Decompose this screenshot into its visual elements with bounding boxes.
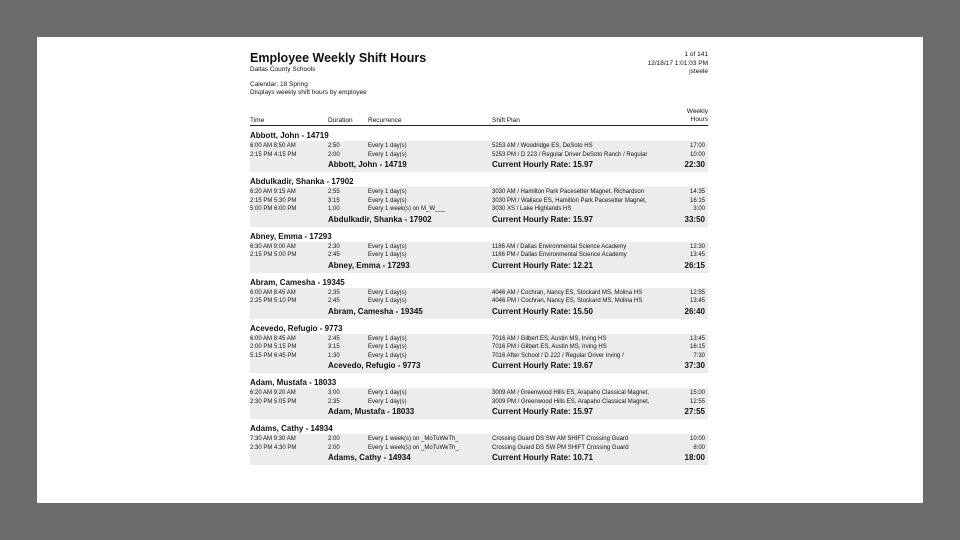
shift-recurrence: Every 1 week(s) on M_W___ (368, 206, 446, 212)
employee-total-row (250, 260, 708, 272)
shift-row (250, 435, 708, 444)
report-timestamp: 12/18/17 1:01:03 PM (647, 59, 708, 67)
shift-plan: 7016 AM / Gilbert ES, Austin MS, Irving HS (492, 335, 607, 342)
employee-name: Adam, Mustafa - 18033 (250, 378, 337, 387)
report-title: Employee Weekly Shift Hours (250, 51, 427, 65)
column-header-shift-plan: Shift Plan (492, 117, 520, 124)
shift-time: 6:00 AM 8:45 AM (250, 289, 296, 296)
shift-weekly-hours: 12:55 (689, 289, 705, 296)
shift-recurrence: Every 1 day(s) (368, 390, 407, 396)
shift-duration: 3:15 (328, 197, 340, 204)
shift-row (250, 398, 708, 407)
employee-shift-block (250, 242, 708, 273)
employee-shift-block (250, 288, 708, 319)
shift-weekly-hours: 13:45 (689, 298, 705, 304)
shift-time: 5:15 PM 6:45 PM (250, 352, 297, 359)
shift-weekly-hours: 8:00 (693, 444, 705, 451)
employee-group (250, 424, 708, 465)
shift-time: 6:00 AM 8:50 AM (250, 143, 296, 149)
employee-name: Adams, Cathy - 14934 (250, 424, 333, 433)
shift-row (250, 243, 708, 252)
shift-time: 7:30 AM 9:30 AM (250, 436, 296, 442)
employee-total-row (250, 406, 708, 418)
current-hourly-rate: Current Hourly Rate: 19.67 (492, 361, 593, 370)
shift-time: 6:20 AM 9:15 AM (250, 189, 296, 195)
column-header-time: Time (250, 117, 265, 124)
total-employee-name: Adams, Cathy - 14934 (328, 453, 411, 462)
shift-row (250, 289, 708, 298)
shift-plan: Crossing Guard DS SW AM SHIFT Crossing Guard (492, 436, 629, 442)
shift-duration: 2:00 (328, 151, 340, 158)
shift-plan: 7016 PM / Gilbert ES, Austin MS, Irving HS (492, 344, 607, 350)
current-hourly-rate: Current Hourly Rate: 15.97 (492, 407, 593, 416)
shift-time: 2:30 PM 4:30 PM (250, 444, 297, 451)
shift-duration: 2:45 (328, 298, 340, 304)
shift-recurrence: Every 1 day(s) (368, 189, 407, 195)
shift-time: 6:30 AM 9:00 AM (250, 243, 296, 250)
shift-duration: 2:00 (328, 444, 340, 451)
shift-weekly-hours: 12:30 (689, 243, 705, 250)
shift-row (250, 197, 708, 206)
shift-plan: 3009 AM / Greenwood Hills ES, Arapaho Classical Magnet, (492, 390, 650, 396)
shift-weekly-hours: 17:00 (689, 143, 705, 149)
column-header-weekly: Weekly (686, 108, 708, 115)
employee-name: Acevedo, Refugio - 9773 (250, 323, 343, 333)
report-subtitle: Dallas County Schools (250, 66, 316, 73)
shift-plan: 3030 AM / Hamilton Park Pacesetter Magnet, Richardson (492, 189, 645, 195)
employee-total-row (250, 159, 708, 171)
current-hourly-rate: Current Hourly Rate: 15.97 (492, 160, 593, 169)
shift-row (250, 297, 708, 306)
shift-recurrence: Every 1 day(s) (368, 344, 407, 350)
report-description: Displays weekly shift hours by employee (250, 89, 367, 96)
shift-plan: 1186 PM / Dallas Environmental Science Academy (492, 252, 627, 258)
shift-recurrence: Every 1 day(s) (368, 298, 407, 304)
employee-group (250, 177, 708, 227)
shift-weekly-hours: 12:55 (689, 398, 705, 405)
shift-row (250, 251, 708, 260)
current-hourly-rate: Current Hourly Rate: 15.97 (492, 214, 593, 224)
employee-groups (250, 131, 708, 465)
employee-group (250, 324, 708, 374)
shift-time: 2:30 PM 5:05 PM (250, 398, 297, 405)
column-header-duration: Duration (328, 117, 353, 124)
shift-time: 2:00 PM 5:15 PM (250, 344, 297, 350)
employee-name: Abbott, John - 14719 (250, 131, 329, 140)
employee-group (250, 232, 708, 273)
shift-plan: 1186 AM / Dallas Environmental Science Academy (492, 243, 627, 250)
total-weekly-hours: 18:00 (684, 453, 705, 462)
shift-weekly-hours: 16:15 (689, 344, 705, 350)
shift-time: 2:25 PM 5:10 PM (250, 298, 297, 304)
shift-plan: 7016 After School / D 222 / Regular Driver Irving / (492, 352, 624, 359)
employee-group (250, 378, 708, 419)
employee-shift-block (250, 434, 708, 465)
shift-duration: 2:55 (328, 189, 340, 195)
employee-group (250, 131, 708, 172)
shift-plan: 3030 XS / Lake Highlands HS (492, 206, 572, 212)
employee-name: Abram, Camesha - 19345 (250, 277, 345, 287)
employee-shift-block (250, 388, 708, 419)
shift-duration: 2:35 (328, 398, 340, 405)
current-hourly-rate: Current Hourly Rate: 10.71 (492, 453, 593, 462)
report-meta (648, 51, 708, 77)
shift-time: 2:15 PM 5:00 PM (250, 252, 297, 258)
shift-recurrence: Every 1 day(s) (368, 335, 407, 342)
employee-group (250, 278, 708, 319)
column-header-weekly-hours (687, 108, 708, 124)
shift-weekly-hours: 10:00 (689, 151, 705, 158)
shift-duration: 2:30 (328, 243, 340, 250)
shift-recurrence: Every 1 day(s) (368, 151, 407, 158)
shift-plan: 4046 PM / Cochran, Nancy ES, Stockard MS, Molina HS (492, 298, 643, 304)
employee-name: Abdulkadir, Shanka - 17902 (250, 177, 354, 186)
shift-duration: 1:30 (328, 352, 340, 359)
shift-plan: Crossing Guard DS SW PM SHIFT Crossing Guard (492, 444, 629, 451)
shift-weekly-hours: 10:00 (689, 436, 705, 442)
total-weekly-hours: 22:30 (684, 160, 705, 169)
shift-plan: 5253 AM / Woodridge ES, DeSoto HS (492, 143, 593, 149)
shift-recurrence: Every 1 day(s) (368, 352, 407, 359)
shift-row (250, 343, 708, 352)
employee-name: Abney, Emma - 17293 (250, 231, 332, 241)
employee-total-row (250, 360, 708, 372)
shift-recurrence: Every 1 week(s) on _MoTuWeTh_ (368, 436, 459, 442)
total-employee-name: Abram, Camesha - 19345 (328, 306, 423, 316)
shift-weekly-hours: 13:45 (689, 252, 705, 258)
shift-time: 6:00 AM 8:45 AM (250, 335, 296, 342)
report-page (37, 37, 923, 503)
column-header-row (250, 105, 708, 126)
shift-weekly-hours: 7:30 (693, 352, 705, 359)
shift-weekly-hours: 15:00 (689, 390, 705, 396)
report-calendar: Calendar: 18 Spring (250, 81, 308, 88)
shift-duration: 2:00 (328, 436, 340, 442)
page-number: 1 of 141 (684, 51, 708, 58)
shift-time: 2:15 PM 4:15 PM (250, 151, 297, 158)
total-employee-name: Abdulkadir, Shanka - 17902 (328, 214, 432, 224)
shift-duration: 2:45 (328, 252, 340, 258)
shift-row (250, 188, 708, 197)
shift-row (250, 335, 708, 344)
shift-duration: 2:50 (328, 143, 340, 149)
total-weekly-hours: 33:50 (684, 214, 705, 224)
shift-recurrence: Every 1 day(s) (368, 143, 407, 149)
employee-total-row (250, 214, 708, 226)
employee-shift-block (250, 187, 708, 227)
employee-total-row (250, 306, 708, 318)
column-header-hours: Hours (690, 116, 708, 123)
shift-plan: 4046 AM / Cochran, Nancy ES, Stockard MS, Molina HS (492, 289, 643, 296)
shift-duration: 2:45 (328, 335, 340, 342)
employee-shift-block (250, 141, 708, 172)
current-hourly-rate: Current Hourly Rate: 12.21 (492, 260, 593, 270)
total-employee-name: Adam, Mustafa - 18033 (328, 407, 415, 416)
shift-time: 2:15 PM 5:30 PM (250, 197, 297, 204)
report-body (250, 51, 708, 465)
total-employee-name: Abbott, John - 14719 (328, 160, 407, 169)
report-user: jsteele (689, 68, 708, 75)
shift-duration: 2:35 (328, 289, 340, 296)
total-employee-name: Acevedo, Refugio - 9773 (328, 361, 421, 370)
employee-shift-block (250, 334, 708, 374)
shift-recurrence: Every 1 week(s) on _MoTuWeTh_ (368, 444, 459, 451)
shift-row (250, 205, 708, 214)
shift-recurrence: Every 1 day(s) (368, 243, 407, 250)
total-weekly-hours: 37:30 (684, 361, 705, 370)
shift-row (250, 142, 708, 151)
shift-duration: 1:00 (328, 206, 340, 212)
shift-weekly-hours: 14:35 (689, 189, 705, 195)
shift-recurrence: Every 1 day(s) (368, 289, 407, 296)
current-hourly-rate: Current Hourly Rate: 15.50 (492, 306, 593, 316)
column-header-recurrence: Recurrence (368, 117, 402, 124)
shift-recurrence: Every 1 day(s) (368, 252, 407, 258)
shift-duration: 3:00 (328, 390, 340, 396)
shift-plan: 5253 PM / D 223 / Regular Driver DeSoto Ranch / Regular (492, 151, 648, 158)
shift-weekly-hours: 16:15 (689, 197, 705, 204)
shift-row (250, 151, 708, 160)
shift-time: 6:20 AM 9:20 AM (250, 390, 296, 396)
shift-row (250, 389, 708, 398)
total-employee-name: Abney, Emma - 17293 (328, 260, 410, 270)
employee-total-row (250, 452, 708, 464)
total-weekly-hours: 27:55 (684, 407, 705, 416)
total-weekly-hours: 26:15 (684, 260, 705, 270)
shift-plan: 3030 PM / Wallace ES, Hamilton Park Pacesetter Magnet, (492, 197, 647, 204)
shift-time: 5:00 PM 6:00 PM (250, 206, 297, 212)
shift-plan: 3009 PM / Greenwood Hills ES, Arapaho Classical Magnet, (492, 398, 650, 405)
shift-weekly-hours: 3:00 (693, 206, 705, 212)
shift-row (250, 352, 708, 361)
total-weekly-hours: 26:40 (684, 306, 705, 316)
shift-row (250, 444, 708, 453)
shift-recurrence: Every 1 day(s) (368, 398, 407, 405)
shift-weekly-hours: 13:45 (689, 335, 705, 342)
shift-duration: 3:15 (328, 344, 340, 350)
shift-recurrence: Every 1 day(s) (368, 197, 407, 204)
